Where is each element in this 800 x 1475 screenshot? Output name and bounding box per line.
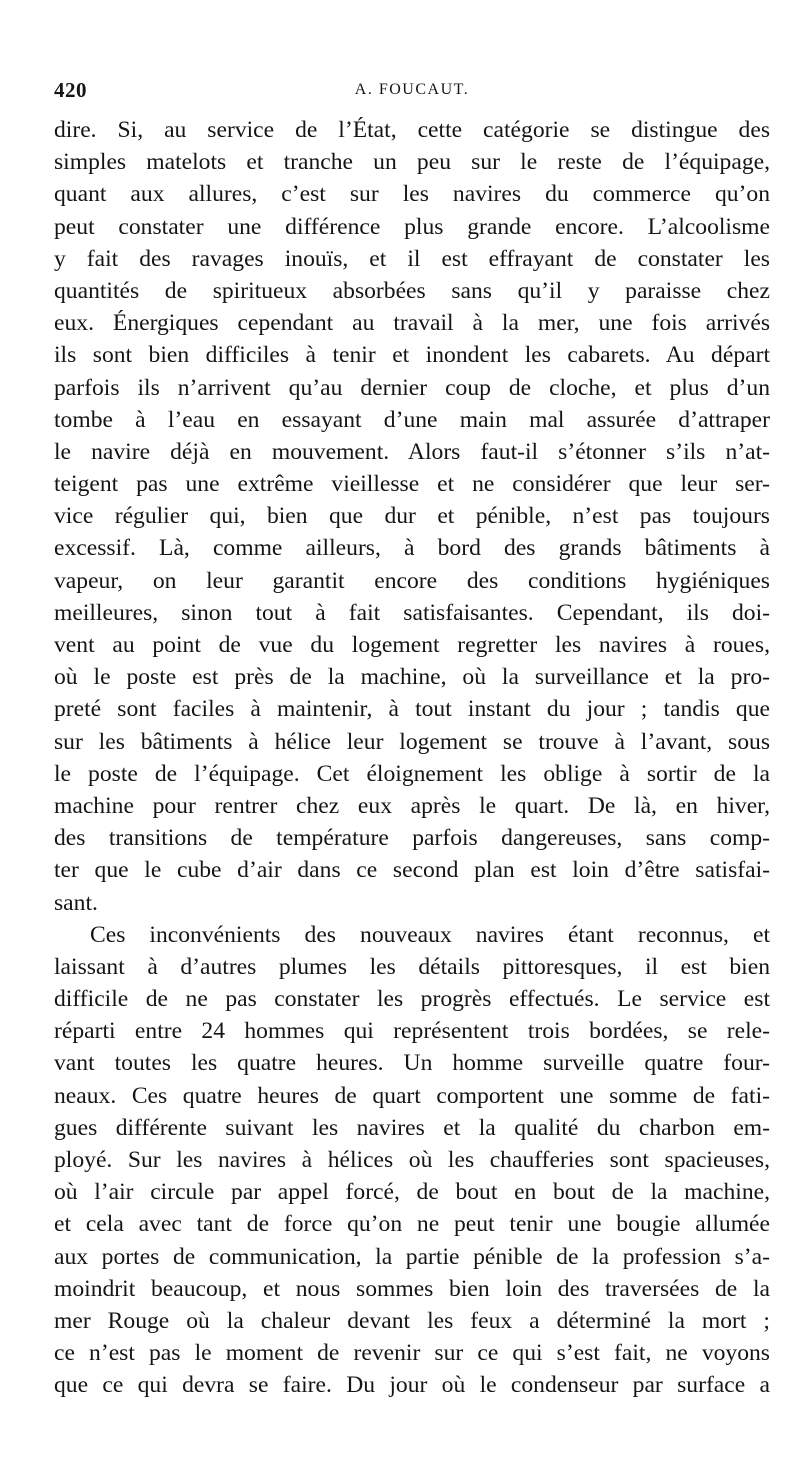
page-header <box>54 78 770 108</box>
text-line: sur les bâtiments à hélice leur logement se trouve à l’avant, sous <box>54 728 770 755</box>
text-line: neaux. Ces quatre heures de quart comportent une somme de fati- <box>54 1082 770 1109</box>
text-line: meilleures, sinon tout à fait satisfaisantes. Cependant, ils doi- <box>54 599 770 626</box>
text-line: ter que le cube d’air dans ce second plan est loin d’être satisfai- <box>54 857 770 884</box>
paragraph-end-line: sant. <box>54 889 98 916</box>
text-line: machine pour rentrer chez eux après le quart. De là, en hiver, <box>54 792 770 819</box>
text-line: ils sont bien difficiles à tenir et inondent les cabarets. Au départ <box>54 342 770 369</box>
text-line: ployé. Sur les navires à hélices où les chaufferies sont spacieuses, <box>54 1147 770 1173</box>
text-line: parfois ils n’arrivent qu’au dernier coup de cloche, et plus d’un <box>54 374 770 401</box>
text-line: vice régulier qui, bien que dur et pénible, n’est pas toujours <box>54 503 770 530</box>
text-line: quantités de spiritueux absorbées sans qu’il y paraisse chez <box>54 277 770 304</box>
text-line: laissant à d’autres plumes les détails pittoresques, il est bien <box>54 953 770 980</box>
text-line: peut constater une différence plus grande encore. L’alcoolisme <box>54 213 770 240</box>
page-number: 420 <box>54 78 87 102</box>
text-line: eux. Énergiques cependant au travail à la mer, une fois arrivés <box>54 310 770 337</box>
text-line: où l’air circule par appel forcé, de bout en bout de la machine, <box>54 1179 770 1206</box>
text-line: aux portes de communication, la partie pénible de la profession s’a- <box>54 1243 770 1270</box>
text-line: preté sont faciles à maintenir, à tout instant du jour ; tandis que <box>54 696 770 723</box>
text-line: vent au point de vue du logement regretter les navires à roues, <box>54 632 770 658</box>
text-line: gues différente suivant les navires et la qualité du charbon em- <box>54 1114 770 1141</box>
text-line: réparti entre 24 hommes qui représentent trois bordées, se rele- <box>54 1018 770 1045</box>
text-line: teigent pas une extrême vieillesse et ne considérer que leur ser- <box>54 471 770 498</box>
text-line: et cela avec tant de force qu’on ne peut tenir une bougie allumée <box>54 1211 770 1238</box>
text-line: le navire déjà en mouvement. Alors faut-il s’étonner s’ils n’at- <box>54 438 770 465</box>
text-line: simples matelots et tranche un peu sur le reste de l’équipage, <box>54 149 770 176</box>
text-line: tombe à l’eau en essayant d’une main mal assurée d’attraper <box>54 406 770 433</box>
running-head: A. FOUCAUT. <box>354 81 470 98</box>
text-line: excessif. Là, comme ailleurs, à bord des grands bâtiments à <box>54 535 770 562</box>
text-line: ce n’est pas le moment de revenir sur ce qui s’est fait, ne voyons <box>54 1340 770 1367</box>
text-line: mer Rouge où la chaleur devant les feux a déterminé la mort ; <box>54 1307 770 1334</box>
text-line: dire. Si, au service de l’État, cette catégorie se distingue des <box>54 117 770 143</box>
body-text <box>54 114 770 1402</box>
text-line: moindrit beaucoup, et nous sommes bien loin des traversées de la <box>54 1275 770 1302</box>
text-line: que ce qui devra se faire. Du jour où le condenseur par surface a <box>54 1372 770 1399</box>
text-line: des transitions de température parfois dangereuses, sans comp- <box>54 825 770 852</box>
text-line: vapeur, on leur garantit encore des conditions hygiéniques <box>54 567 770 594</box>
text-line: y fait des ravages inouïs, et il est effrayant de constater les <box>54 245 770 272</box>
text-line: difficile de ne pas constater les progrès effectués. Le service est <box>54 986 770 1013</box>
paragraph-start-line: Ces inconvénients des nouveaux navires étant reconnus, et <box>90 921 770 948</box>
text-line: quant aux allures, c’est sur les navires du commerce qu’on <box>54 181 770 208</box>
text-line: où le poste est près de la machine, où la surveillance et la pro- <box>54 664 770 691</box>
text-line: le poste de l’équipage. Cet éloignement les oblige à sortir de la <box>54 760 770 787</box>
text-line: vant toutes les quatre heures. Un homme surveille quatre four- <box>54 1050 770 1077</box>
